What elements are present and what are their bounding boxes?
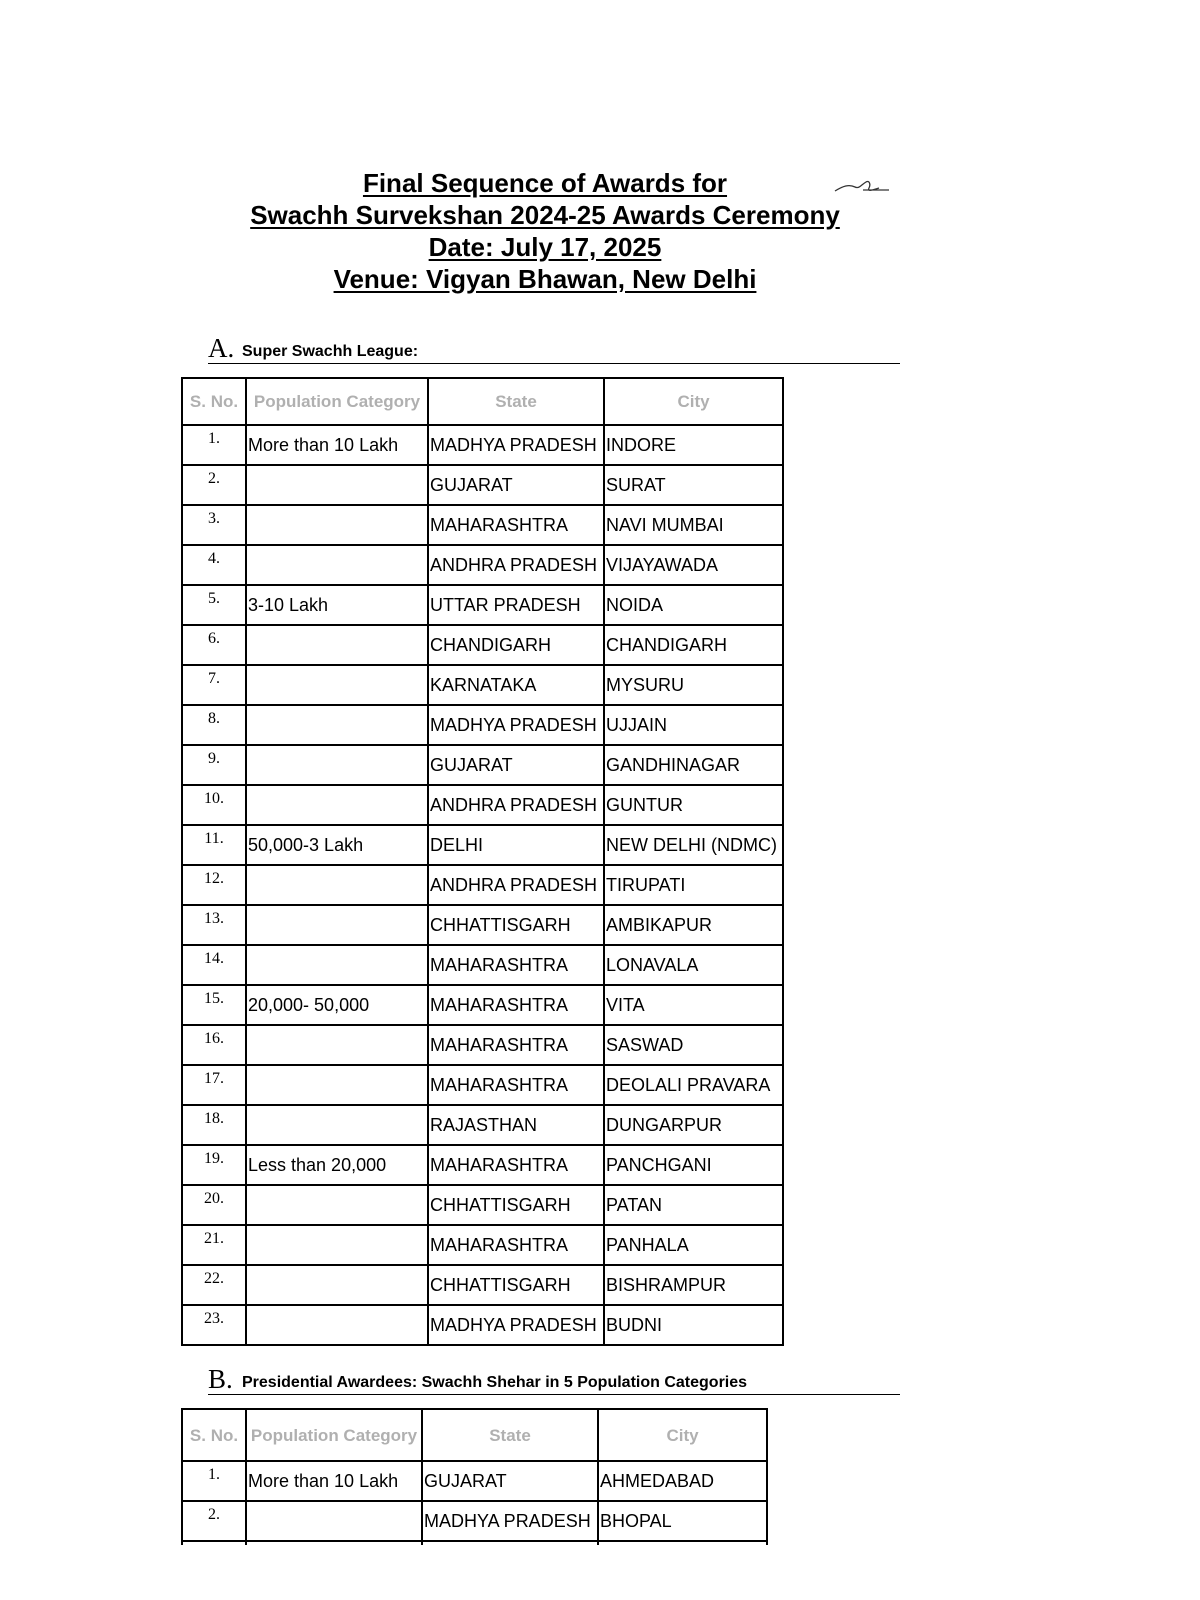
cell-sno: 15. [182,985,246,1025]
cell-sno: 10. [182,785,246,825]
cell-state: MAHARASHTRA [428,1225,604,1265]
title-line-3: Date: July 17, 2025 [428,232,662,262]
cell-sno: 3. [182,505,246,545]
cell-state: ANDHRA PRADESH [428,865,604,905]
col-header-category: Population Category [246,378,428,425]
cell-city: NOIDA [604,585,783,625]
cell-state: KARNATAKA [428,665,604,705]
cell-city: BUDNI [604,1305,783,1345]
cell-state: MADHYA PRADESH [428,1305,604,1345]
cell-category: 3-10 Lakh [246,585,428,625]
cell-sno: 2. [182,465,246,505]
cell-category [246,1541,422,1545]
cell-state: MADHYA PRADESH [422,1501,598,1541]
cell-sno: 20. [182,1185,246,1225]
cell-state: GUJARAT [428,745,604,785]
table-row [182,1461,767,1501]
table-row [182,1541,767,1545]
cell-sno: 2. [182,1501,246,1541]
cell-city: SASWAD [604,1025,783,1065]
cell-sno: 1. [182,425,246,465]
cell-sno: 7. [182,665,246,705]
cell-state: GUJARAT [422,1461,598,1501]
cell-city: DEOLALI PRAVARA [604,1065,783,1105]
col-header-state: State [422,1409,598,1461]
title-line-2: Swachh Survekshan 2024-25 Awards Ceremony [250,200,840,230]
cell-city: NEW DELHI (NDMC) [604,825,783,865]
cell-state: GUJARAT [428,465,604,505]
cell-category [246,1501,422,1541]
presidential-awardees-table [181,1408,768,1545]
cell-city: TIRUPATI [604,865,783,905]
cell-sno: 5. [182,585,246,625]
cell-state: ANDHRA PRADESH [428,545,604,585]
cell-state: DELHI [428,825,604,865]
cell-state: CHHATTISGARH [428,1265,604,1305]
col-header-sno: S. No. [182,378,246,425]
cell-sno: 23. [182,1305,246,1345]
section-b-title: Presidential Awardees: Swachh Shehar in 5 Population Categories [242,1374,748,1391]
cell-city: PATAN [604,1185,783,1225]
cell-city: AMBIKAPUR [604,905,783,945]
cell-category: More than 10 Lakh [246,425,428,465]
cell-category: Less than 20,000 [246,1145,428,1185]
title-line-4: Venue: Vigyan Bhawan, New Delhi [333,264,757,294]
cell-sno: 11. [182,825,246,865]
cell-sno: 18. [182,1105,246,1145]
cell-city: LONAVALA [604,945,783,985]
cell-sno: 21. [182,1225,246,1265]
cell-city: GUNTUR [604,785,783,825]
col-header-category: Population Category [246,1409,422,1461]
section-b-letter: B. [208,1364,233,1394]
cell-city: GANDHINAGAR [604,745,783,785]
col-header-sno: S. No. [182,1409,246,1461]
cell-city: VIJAYAWADA [604,545,783,585]
cell-state: MAHARASHTRA [428,1065,604,1105]
cell-state: MAHARASHTRA [428,505,604,545]
cell-state: RAJASTHAN [428,1105,604,1145]
cell-state: MAHARASHTRA [428,1145,604,1185]
cell-state: MAHARASHTRA [428,1025,604,1065]
cell-sno: 16. [182,1025,246,1065]
cell-city: DUNGARPUR [604,1105,783,1145]
cell-city: AHMEDABAD [598,1461,767,1501]
cell-state: CHHATTISGARH [428,1185,604,1225]
cell-sno: 1. [182,1461,246,1501]
table-header-row [182,1409,767,1461]
cell-sno: 4. [182,545,246,585]
cell-category: 50,000-3 Lakh [246,825,428,865]
cell-state: MAHARASHTRA [428,945,604,985]
cell-city: VITA [604,985,783,1025]
cell-sno: 12. [182,865,246,905]
table-row [182,1501,767,1541]
cell-city: SURAT [604,465,783,505]
section-a-title: Super Swachh League: [242,343,419,360]
cell-city: UJJAIN [604,705,783,745]
cell-city: PANHALA [604,1225,783,1265]
cell-sno: 9. [182,745,246,785]
cell-state [422,1541,598,1545]
cell-sno: 19. [182,1145,246,1185]
cell-city: NAVI MUMBAI [604,505,783,545]
cell-sno: 22. [182,1265,246,1305]
cell-state: CHHATTISGARH [428,905,604,945]
cell-category: 20,000- 50,000 [246,985,428,1025]
cell-sno: 14. [182,945,246,985]
cell-city: BHOPAL [598,1501,767,1541]
cell-sno [182,1541,246,1545]
cell-state: MAHARASHTRA [428,985,604,1025]
cell-state: ANDHRA PRADESH [428,785,604,825]
cell-city: MYSURU [604,665,783,705]
cell-city: CHANDIGARH [604,625,783,665]
cell-city: INDORE [604,425,783,465]
cell-state: MADHYA PRADESH [428,705,604,745]
cell-state: CHANDIGARH [428,625,604,665]
cell-sno: 13. [182,905,246,945]
section-a-letter: A. [208,333,235,363]
cell-state: MADHYA PRADESH [428,425,604,465]
cell-category: More than 10 Lakh [246,1461,422,1501]
cell-sno: 6. [182,625,246,665]
col-header-state: State [428,378,604,425]
col-header-city: City [598,1409,767,1461]
col-header-city: City [604,378,783,425]
cell-state: UTTAR PRADESH [428,585,604,625]
title-line-1: Final Sequence of Awards for [362,168,728,198]
cell-sno: 17. [182,1065,246,1105]
cell-sno: 8. [182,705,246,745]
cell-city [598,1541,767,1545]
cell-city: PANCHGANI [604,1145,783,1185]
cell-city: BISHRAMPUR [604,1265,783,1305]
